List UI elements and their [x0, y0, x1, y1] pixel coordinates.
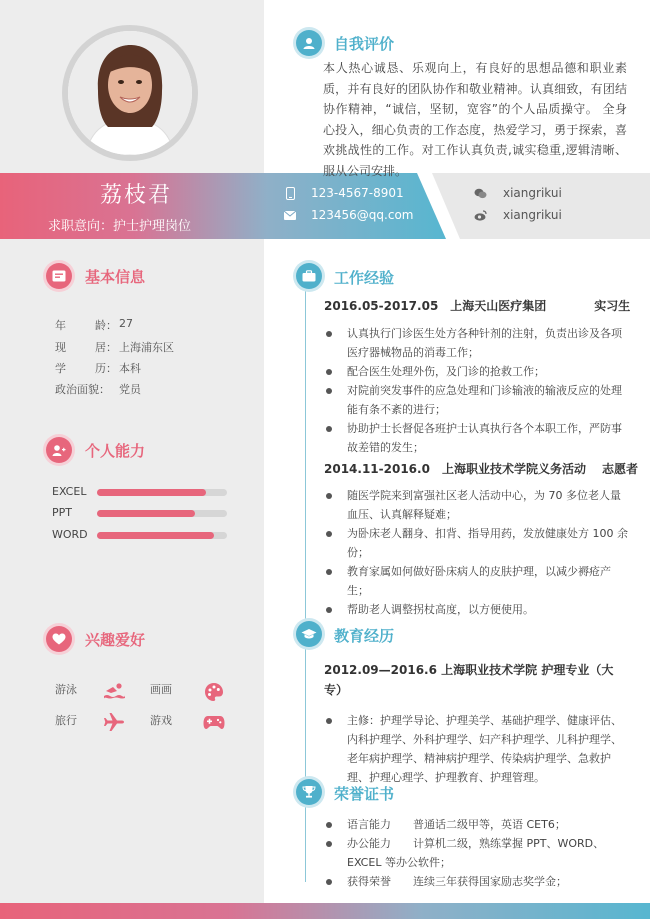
weibo-row: [473, 208, 562, 222]
email-row: [283, 208, 414, 222]
info-label: 学 历：: [55, 362, 117, 375]
list-item: 配合医生处理外伤，及门诊的抢救工作；: [326, 362, 628, 381]
info-value-age: 27: [119, 317, 133, 330]
hobby-label-travel: 旅行: [55, 714, 77, 727]
job-role: 实习生: [594, 299, 631, 313]
honor-name: 语言能力: [347, 818, 391, 831]
job-org: 上海职业技术学院义务活动: [441, 462, 586, 476]
phone-text[interactable]: 123-4567-8901: [311, 186, 404, 200]
list-item: [326, 815, 628, 834]
basic-info-title: 基本信息: [85, 268, 146, 286]
info-label: 年 龄：: [55, 319, 117, 332]
skill-label-ppt: PPT: [52, 506, 72, 519]
skill-bar-ppt: [97, 510, 227, 517]
honor-value: 普通话二级甲等，英语 CET6；: [413, 818, 566, 831]
info-row-politics: [55, 381, 141, 397]
people-icon: [46, 437, 72, 463]
job-intent: 求职意向：护士护理岗位: [48, 219, 192, 234]
info-row-age: [55, 317, 133, 333]
job-period: 2016.05-2017.05: [324, 299, 439, 313]
skill-label-excel: EXCEL: [52, 485, 87, 498]
wechat-text[interactable]: xiangrikui: [503, 186, 562, 200]
list-item: 教育家属如何做好卧床病人的皮肤护理，以减少褥疮产生；: [326, 562, 628, 600]
briefcase-icon: [296, 263, 322, 289]
graduation-cap-icon: [296, 621, 322, 647]
wechat-icon: [473, 188, 487, 199]
list-item: 对院前突发事件的应急处理和门诊输液的输液反应的处理能有条不紊的进行；: [326, 381, 628, 419]
self-eval-title: 自我评价: [334, 35, 395, 53]
id-card-icon: [46, 263, 72, 289]
list-item: 认真执行门诊医生处方各种针剂的注射，负责出诊及各项医疗器械物品的消毒工作；: [326, 324, 628, 362]
info-value-education: 本科: [119, 362, 141, 375]
honor-value: 连续三年获得国家励志奖学金；: [413, 875, 567, 888]
skill-fill-excel: [97, 489, 206, 496]
education-head: 2012.09—2016.6 上海职业技术学院 护理专业（大专）: [324, 663, 614, 697]
hobbies-title: 兴趣爱好: [85, 631, 146, 649]
palette-icon: [203, 681, 225, 703]
honor-value: 计算机二级，熟练掌握 PPT、WORD、EXCEL 等办公软件；: [347, 837, 605, 869]
work-title: 工作经验: [334, 269, 395, 287]
honor-name: 办公能力: [347, 837, 391, 850]
info-value-politics: 党员: [119, 383, 141, 396]
avatar-ring: [62, 25, 198, 161]
info-row-education: [55, 360, 141, 376]
mail-icon: [283, 211, 297, 220]
job-bullets-2: [326, 486, 628, 619]
info-label: 现 居：: [55, 341, 117, 354]
list-item: [326, 872, 628, 891]
hobby-label-game: 游戏: [150, 714, 172, 727]
job-period: 2014.11-2016.0: [324, 462, 430, 476]
list-item: 为卧床老人翻身、扣背、指导用药，发放健康处方 100 余份；: [326, 524, 628, 562]
list-item: 随医学院来到富强社区老人活动中心，为 70 多位老人量血压、认真解释疑难；: [326, 486, 628, 524]
airplane-icon: [103, 711, 125, 733]
list-item: 主修：护理学导论、护理美学、基础护理学、健康评估、内科护理学、外科护理学、妇产科护理学、儿科护理学、老年病护理学、精神病护理学、传染病护理学、急救护理、护理心理学、护理教育、护理管理。: [326, 711, 628, 787]
skills-title: 个人能力: [85, 442, 146, 460]
honor-name: 获得荣誉: [347, 875, 391, 888]
job-role: 志愿者: [601, 462, 638, 476]
education-bullets: [326, 711, 628, 787]
email-text[interactable]: 123456@qq.com: [311, 208, 414, 222]
education-title: 教育经历: [334, 627, 395, 645]
user-icon: [296, 30, 322, 56]
self-eval-text: 本人热心诚恳、乐观向上，有良好的思想品德和职业素质，并有良好的团队协作和敬业精神。认真细致，有团结协作精神，“诚信，坚韧，宽容”的个人品质操守。 全身心投入，细心负责的工作态度，热爱学习，勇于探索，喜欢挑战性的工作。对工作认真负责,诚实稳重,逻辑清晰、服从公司安排。: [323, 61, 627, 178]
honors-list: [326, 815, 628, 891]
weibo-text[interactable]: xiangrikui: [503, 208, 562, 222]
heart-icon: [46, 626, 72, 652]
job-org: 上海天山医疗集团: [450, 299, 547, 313]
phone-icon: [283, 187, 297, 200]
list-item: 帮助老人调整拐杖高度，以方便使用。: [326, 600, 628, 619]
skill-fill-ppt: [97, 510, 195, 517]
hobby-label-swim: 游泳: [55, 683, 77, 696]
wechat-row: [473, 186, 562, 200]
job-bullets-1: [326, 324, 628, 457]
portrait-photo: [68, 31, 192, 155]
list-item: [326, 834, 628, 872]
skill-bar-word: [97, 532, 227, 539]
honors-title: 荣誉证书: [334, 785, 395, 803]
info-value-residence: 上海浦东区: [119, 341, 174, 354]
info-row-residence: [55, 339, 174, 355]
job-head-2: [324, 460, 638, 477]
hobby-label-paint: 画画: [150, 683, 172, 696]
avatar: [68, 31, 192, 155]
weibo-icon: [473, 210, 487, 221]
list-item: 协助护士长督促各班护士认真执行各个本职工作，严防事故差错的发生；: [326, 419, 628, 457]
gamepad-icon: [203, 711, 225, 733]
swim-icon: [103, 680, 125, 702]
info-label: 政治面貌：: [55, 383, 110, 396]
bottom-bar: [0, 903, 650, 919]
trophy-icon: [296, 779, 322, 805]
candidate-name: 荔枝君: [100, 183, 173, 208]
skill-label-word: WORD: [52, 528, 88, 541]
skill-bar-excel: [97, 489, 227, 496]
skill-fill-word: [97, 532, 214, 539]
job-head-1: [324, 297, 630, 314]
phone-row: [283, 186, 404, 200]
